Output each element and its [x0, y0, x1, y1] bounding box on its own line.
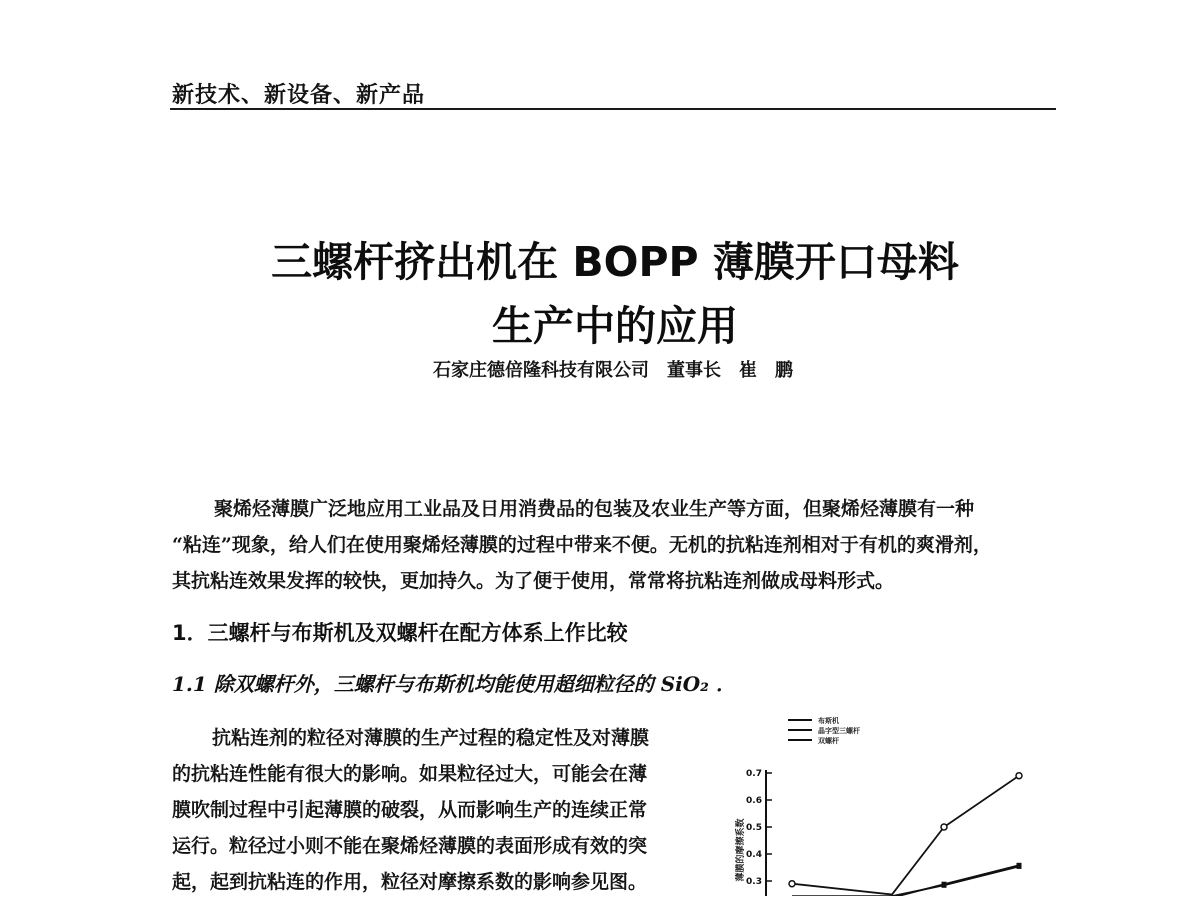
intro-line: 其抗粘连效果发挥的较快，更加持久。为了便于使用，常常将抗粘连剂做成母料形式。	[172, 570, 895, 592]
header-rule	[170, 108, 1056, 110]
body-line: 膜吹制过程中引起薄膜的破裂，从而影响生产的连续正常	[172, 799, 648, 821]
chart-series	[789, 773, 1022, 896]
section-1-heading: 1．三螺杆与布斯机及双螺杆在配方体系上作比较	[172, 621, 628, 645]
body-line: 运行。粒径过小则不能在聚烯烃薄膜的表面形成有效的突	[172, 835, 648, 857]
data-point	[941, 824, 947, 830]
friction-coefficient-chart	[730, 700, 1070, 896]
data-point	[1017, 863, 1022, 868]
series-line	[792, 865, 1019, 896]
legend-label: 布斯机	[818, 717, 839, 725]
data-point	[1016, 773, 1022, 779]
byline	[0, 356, 1200, 382]
intro-line: “粘连”现象，给人们在使用聚烯烃薄膜的过程中带来不便。无机的抗粘连剂相对于有机的爽滑剂，	[172, 534, 992, 556]
y-axis-ticks	[746, 769, 772, 887]
y-tick-label: 0.7	[746, 769, 762, 779]
chart-legend	[788, 716, 860, 745]
body-line: 的抗粘连性能有很大的影响。如果粒径过大，可能会在薄	[172, 763, 648, 785]
body-paragraph	[172, 720, 712, 900]
data-point	[789, 881, 795, 887]
series-line	[792, 776, 1019, 895]
data-point	[942, 882, 947, 887]
body-line: 起，起到抗粘连的作用，粒径对摩擦系数的影响参见图。	[172, 871, 648, 893]
intro-paragraph	[172, 491, 1056, 599]
body-line: 抗粘连剂的粒径对薄膜的生产过程的稳定性及对薄膜	[212, 727, 650, 749]
intro-line: 聚烯烃薄膜广泛地应用工业品及日用消费品的包装及农业生产等方面，但聚烯烃薄膜有一种	[214, 498, 975, 520]
y-tick-label: 0.5	[746, 823, 762, 833]
legend-label: 双螺杆	[818, 737, 839, 745]
article-title-line-1: 三螺杆挤出机在 BOPP 薄膜开口母料	[271, 238, 959, 286]
y-axis-label: 薄膜的摩擦系数	[736, 818, 746, 882]
y-tick-label: 0.6	[746, 796, 762, 806]
chart-svg	[730, 700, 1070, 896]
author-title: 董事长	[667, 360, 721, 381]
y-tick-label: 0.4	[746, 850, 762, 860]
legend-label: 晶字型三螺杆	[818, 727, 860, 735]
journal-section-header: 新技术、新设备、新产品	[172, 82, 426, 108]
author-name: 崔 鹏	[739, 360, 793, 381]
article-title-line-2: 生产中的应用	[492, 302, 738, 350]
y-tick-label: 0.3	[746, 877, 762, 887]
company-name: 石家庄德倍隆科技有限公司	[433, 360, 649, 381]
series-line	[792, 866, 1019, 896]
section-1-1-heading: 1.1 除双螺杆外，三螺杆与布斯机均能使用超细粒径的 SiO₂ ．	[172, 672, 736, 696]
